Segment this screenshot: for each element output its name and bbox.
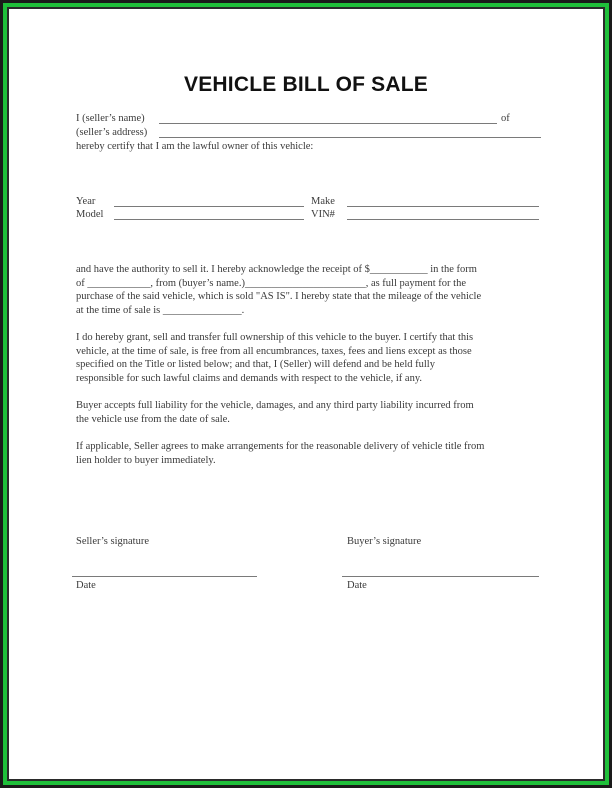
of-label: of bbox=[501, 113, 510, 124]
paragraph-line: and have the authority to sell it. I hereby acknowledge the receipt of $___________ in the form bbox=[76, 264, 477, 275]
paragraph-line: specified on the Title or listed below; and that, I (Seller) will defend and be held fully bbox=[76, 359, 435, 370]
buyer-date-label: Date bbox=[347, 580, 367, 591]
seller-signature-line[interactable] bbox=[72, 576, 257, 577]
buyer-signature-label: Buyer’s signature bbox=[347, 536, 422, 547]
seller-address-line[interactable] bbox=[159, 137, 541, 138]
vin-label: VIN# bbox=[311, 209, 335, 220]
seller-address-label: (seller’s address) bbox=[76, 127, 148, 138]
document-title: VEHICLE BILL OF SALE bbox=[184, 73, 428, 96]
vin-line[interactable] bbox=[347, 219, 539, 220]
make-label: Make bbox=[311, 196, 335, 207]
paragraph-liability bbox=[76, 399, 546, 426]
seller-name-label: I (seller’s name) bbox=[76, 113, 145, 124]
paragraph-line: of ____________, from (buyer’s name.)_______________________, as full payment for the bbox=[76, 277, 466, 289]
make-line[interactable] bbox=[347, 206, 539, 207]
seller-signature-label: Seller’s signature bbox=[76, 536, 149, 547]
paragraph-title-delivery bbox=[76, 440, 546, 467]
paragraph-line: the vehicle use from the date of sale. bbox=[76, 413, 230, 425]
paragraph-line: If applicable, Seller agrees to make arrangements for the reasonable delivery of vehicle title from bbox=[76, 441, 485, 452]
model-label: Model bbox=[76, 209, 104, 220]
paragraph-transfer bbox=[76, 331, 546, 385]
paragraph-line: purchase of the said vehicle, which is sold "AS IS". I hereby state that the mileage of the vehicle bbox=[76, 291, 482, 302]
paragraph-line: at the time of sale is _______________. bbox=[76, 304, 245, 316]
document-page bbox=[9, 9, 603, 779]
paragraph-line: vehicle, at the time of sale, is free from all encumbrances, taxes, fees and liens except as those bbox=[76, 345, 472, 357]
paragraph-payment bbox=[76, 263, 546, 317]
seller-date-label: Date bbox=[76, 580, 96, 591]
certify-line: hereby certify that I am the lawful owner of this vehicle: bbox=[76, 141, 314, 152]
paragraph-line: Buyer accepts full liability for the vehicle, damages, and any third party liability incurred from bbox=[76, 400, 474, 411]
model-line[interactable] bbox=[114, 219, 304, 220]
buyer-signature-line[interactable] bbox=[342, 576, 539, 577]
year-line[interactable] bbox=[114, 206, 304, 207]
paragraph-line: lien holder to buyer immediately. bbox=[76, 454, 216, 466]
paragraph-line: responsible for such lawful claims and demands with respect to the vehicle, if any. bbox=[76, 372, 423, 384]
seller-name-line[interactable] bbox=[159, 123, 497, 124]
year-label: Year bbox=[76, 196, 96, 207]
paragraph-line: I do hereby grant, sell and transfer full ownership of this vehicle to the buyer. I certify that this bbox=[76, 332, 474, 343]
